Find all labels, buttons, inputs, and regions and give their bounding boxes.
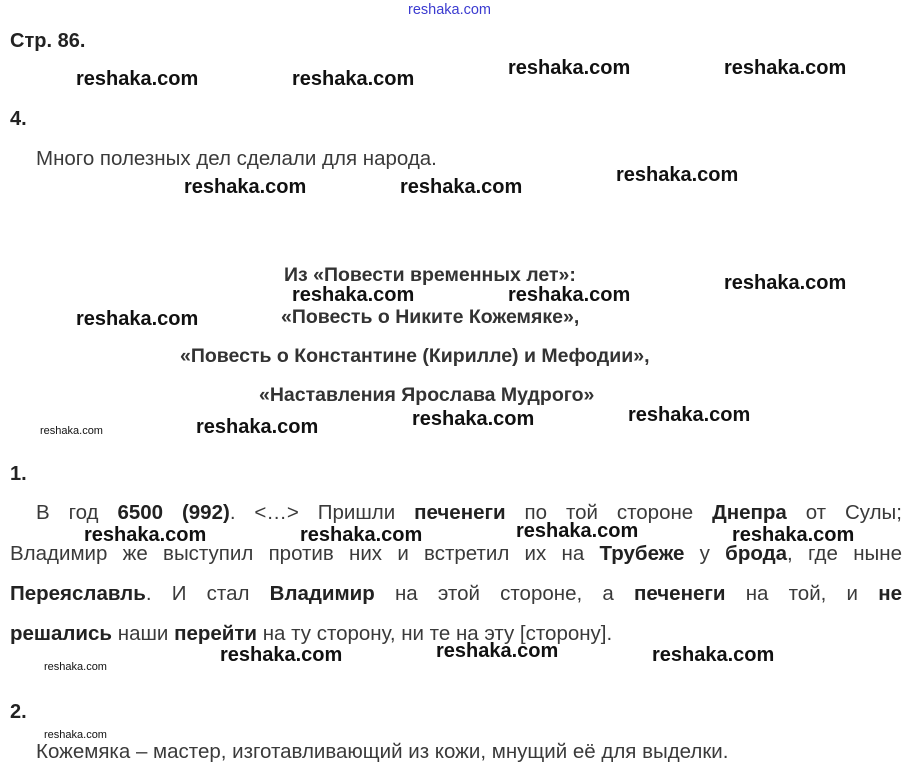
text: наши	[112, 622, 175, 645]
text: по той стороне	[505, 501, 713, 524]
watermark: reshaka.com	[300, 524, 423, 546]
section-title-line: «Повесть о Никите Кожемяке»,	[281, 306, 580, 328]
keyword: Владимир	[269, 582, 375, 605]
watermark: reshaka.com	[732, 524, 855, 546]
watermark: reshaka.com	[292, 68, 415, 90]
task-number: 1.	[10, 463, 27, 485]
text: В год	[36, 501, 118, 524]
text: , где ныне	[787, 542, 902, 565]
watermark: reshaka.com	[508, 284, 631, 306]
watermark: reshaka.com	[292, 284, 415, 306]
text: на ту сторону, ни те на эту [сторону].	[257, 622, 613, 645]
text: от Сулы;	[786, 501, 902, 524]
keyword: брода	[725, 542, 788, 565]
text: на той, и	[725, 582, 879, 605]
keyword: печенеги	[414, 501, 506, 524]
paragraph-line	[10, 582, 902, 606]
watermark: reshaka.com	[724, 272, 847, 294]
watermark: reshaka.com	[724, 57, 847, 79]
watermark: reshaka.com	[76, 308, 199, 330]
watermark: reshaka.com	[220, 644, 343, 666]
section-title-line: Из «Повести временных лет»:	[284, 264, 576, 286]
page-reference: Стр. 86.	[10, 30, 86, 52]
watermark: reshaka.com	[616, 164, 739, 186]
watermark: reshaka.com	[76, 68, 199, 90]
keyword: печенеги	[634, 582, 726, 605]
year: 6500 (992)	[117, 501, 230, 524]
watermark: reshaka.com	[412, 408, 535, 430]
watermark: reshaka.com	[436, 640, 559, 662]
watermark: reshaka.com	[400, 176, 523, 198]
text: . <…> Пришли	[229, 501, 415, 524]
section-title-line: «Наставления Ярослава Мудрого»	[259, 384, 595, 406]
watermark: reshaka.com	[44, 729, 107, 741]
text: Владимир же выступил против них и встретил их на	[10, 542, 600, 565]
keyword: перейти	[174, 622, 258, 645]
watermark: reshaka.com	[628, 404, 751, 426]
keyword: Днепра	[712, 501, 787, 524]
keyword: решались	[10, 622, 113, 645]
task-number: 4.	[10, 108, 27, 130]
keyword: Трубеже	[599, 542, 685, 565]
text: . И стал	[145, 582, 270, 605]
task-answer: Много полезных дел сделали для народа.	[36, 147, 437, 170]
watermark: reshaka.com	[652, 644, 775, 666]
section-title-line: «Повесть о Константине (Кирилле) и Мефодии»,	[180, 345, 650, 367]
paragraph-line	[10, 542, 902, 566]
task-number: 2.	[10, 701, 27, 723]
watermark: reshaka.com	[184, 176, 307, 198]
watermark-top: reshaka.com	[408, 2, 492, 18]
paragraph-line	[36, 501, 902, 525]
keyword: Переяславль	[10, 582, 146, 605]
text: на этой стороне, а	[374, 582, 634, 605]
watermark: reshaka.com	[84, 524, 207, 546]
watermark: reshaka.com	[196, 416, 319, 438]
watermark: reshaka.com	[44, 661, 107, 673]
text: у	[684, 542, 726, 565]
watermark: reshaka.com	[516, 520, 639, 542]
watermark: reshaka.com	[40, 425, 103, 437]
task-answer: Кожемяка – мастер, изготавливающий из кожи, мнущий её для выделки.	[36, 740, 729, 763]
watermark: reshaka.com	[508, 57, 631, 79]
keyword: не	[878, 582, 903, 605]
